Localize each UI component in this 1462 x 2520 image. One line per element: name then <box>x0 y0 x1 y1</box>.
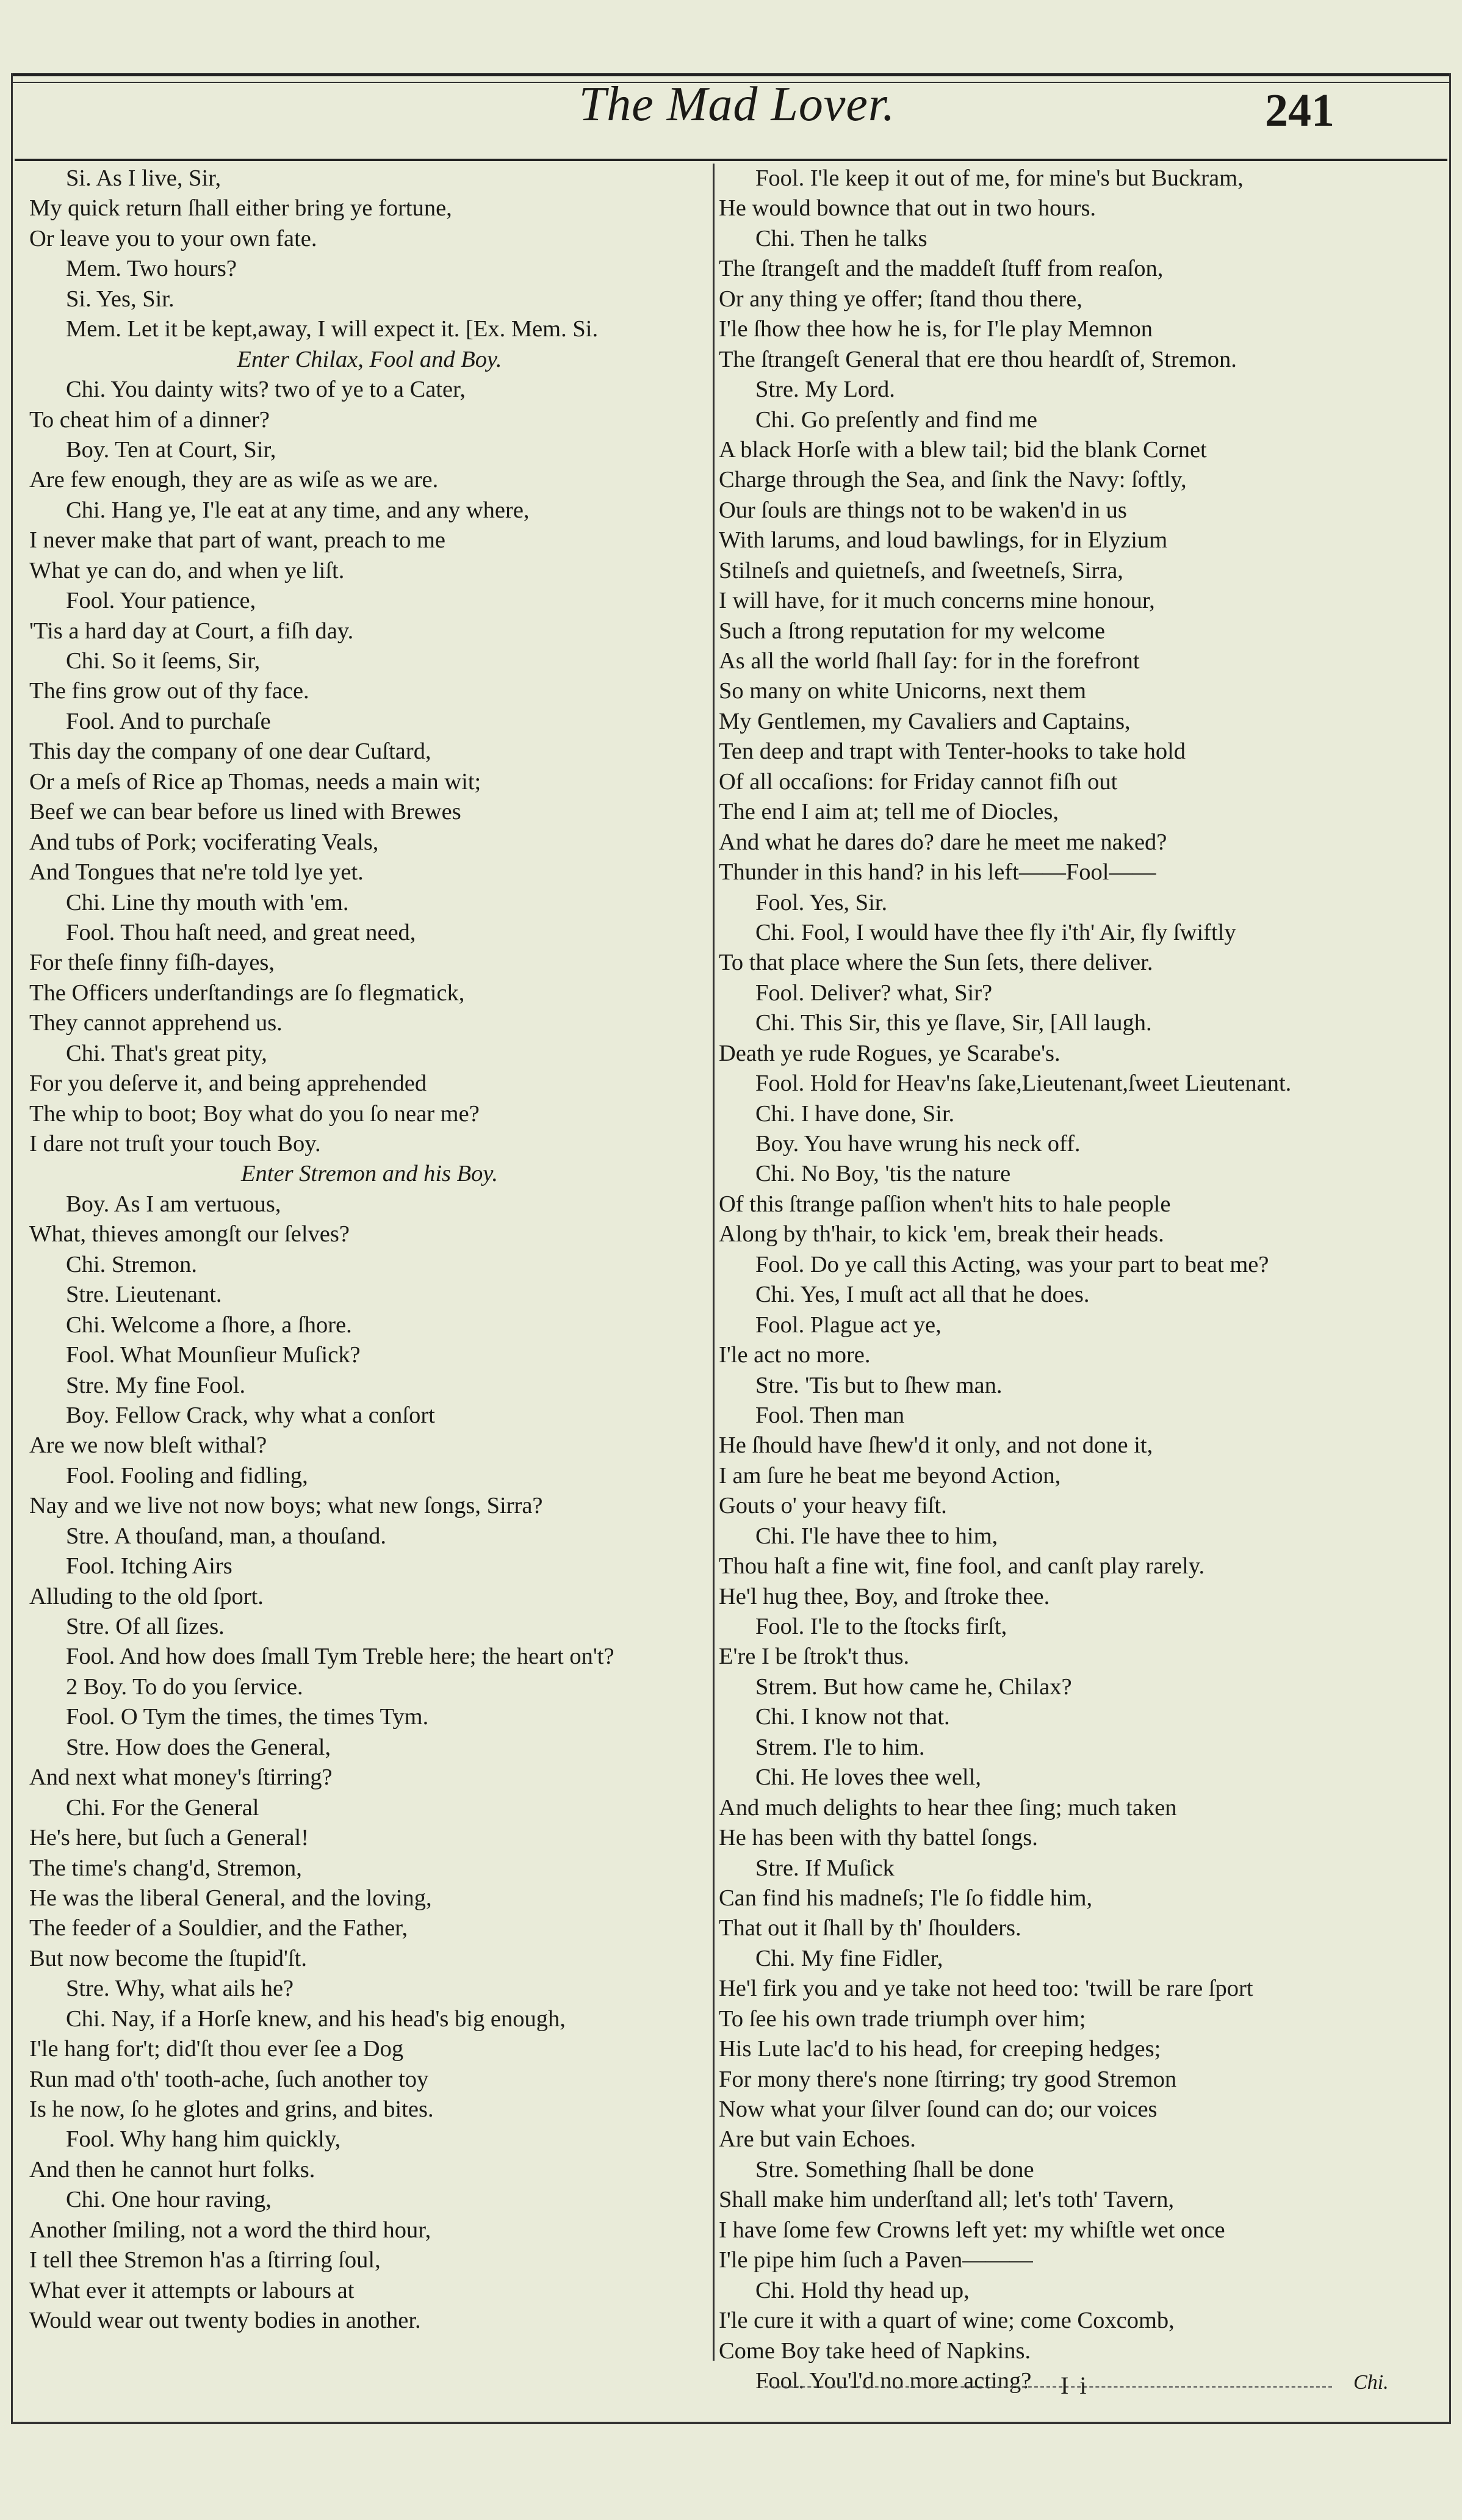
text-line: The Officers underſtandings are ſo flegmatick, <box>29 980 465 1006</box>
text-line: He has been with thy battel ſongs. <box>719 1825 1038 1851</box>
text-line: And next what money's ſtirring? <box>29 1764 333 1791</box>
text-line: To ſee his own trade triumph over him; <box>719 2006 1086 2032</box>
text-line: Chi. This Sir, this ye ſlave, Sir, [All laugh. <box>755 1010 1152 1036</box>
text-line: For mony there's none ſtirring; try good Stremon <box>719 2066 1177 2092</box>
text-line: My quick return ſhall either bring ye fortune, <box>29 195 452 222</box>
text-line: Death ye rude Rogues, ye Scarabe's. <box>719 1040 1060 1066</box>
text-line: Of this ſtrange paſſion when't hits to hale people <box>719 1191 1171 1217</box>
text-line: I never make that part of want, preach to me <box>29 527 446 554</box>
text-line: Si. Yes, Sir. <box>66 286 175 312</box>
text-line: Stilneſs and quietneſs, and ſweetneſs, Sirra, <box>719 557 1123 583</box>
text-line: Fool. Yes, Sir. <box>755 889 888 915</box>
text-line: Are we now bleſt withal? <box>29 1432 267 1459</box>
text-line: Chi. I know not that. <box>755 1704 950 1730</box>
text-line: Boy. Fellow Crack, why what a conſort <box>66 1402 435 1428</box>
text-line: Or a meſs of Rice ap Thomas, needs a main wit; <box>29 768 481 795</box>
text-line: Are but vain Echoes. <box>719 2126 916 2153</box>
text-line: This day the company of one dear Cuſtard, <box>29 738 431 765</box>
frame-bottom-rule <box>11 2422 1451 2424</box>
text-line: Chi. Hold thy head up, <box>755 2277 970 2303</box>
text-line: Fool. O Tym the times, the times Tym. <box>66 1704 429 1730</box>
text-line: That out it ſhall by th' ſhoulders. <box>719 1915 1021 1941</box>
text-line: Such a ſtrong reputation for my welcome <box>719 618 1105 644</box>
right-column <box>719 164 1451 2396</box>
text-line: Chi. Yes, I muſt act all that he does. <box>755 1282 1090 1308</box>
text-line: Fool. Do ye call this Acting, was your part to beat me? <box>755 1251 1269 1277</box>
text-line: I have ſome few Crowns left yet: my whiſtle wet once <box>719 2217 1225 2243</box>
text-line: Fool. Your patience, <box>66 588 256 614</box>
text-line: The ſtrangeſt and the maddeſt ſtuff from reaſon, <box>719 256 1164 282</box>
header-rule <box>15 159 1447 161</box>
text-line: Fool. You'l'd no more acting? <box>755 2367 1032 2394</box>
text-line: Stre. Lieutenant. <box>66 1282 222 1308</box>
text-line: He's here, but ſuch a General! <box>29 1825 309 1851</box>
text-line: I tell thee Stremon h'as a ſtirring ſoul, <box>29 2247 381 2273</box>
text-line: Fool. What Mounſieur Muſick? <box>66 1342 361 1368</box>
text-line: Or leave you to your own fate. <box>29 225 317 251</box>
page-number: 241 <box>1265 85 1334 136</box>
text-line: Chi. He loves thee well, <box>755 1764 981 1791</box>
text-line: Come Boy take heed of Napkins. <box>719 2338 1031 2364</box>
text-line: Mem. Two hours? <box>66 256 237 282</box>
text-line: Chi. I have done, Sir. <box>755 1100 955 1127</box>
text-line: Stre. Of all ſizes. <box>66 1614 225 1639</box>
text-line: The whip to boot; Boy what do you ſo near me? <box>29 1100 480 1127</box>
text-line: Mem. Let it be kept,away, I will expect it. [Ex. Mem. Si. <box>66 316 599 342</box>
running-title: The Mad Lover. <box>578 78 896 131</box>
text-line: What, thieves amongſt our ſelves? <box>29 1221 350 1247</box>
text-line: And much delights to hear thee ſing; much taken <box>719 1794 1177 1821</box>
text-line: The feeder of a Souldier, and the Father, <box>29 1915 408 1941</box>
text-line: Stre. How does the General, <box>66 1734 331 1760</box>
text-line: Fool. Why hang him quickly, <box>66 2126 341 2153</box>
text-line: Fool. I'le to the ſtocks firſt, <box>755 1614 1007 1639</box>
text-line: Ten deep and trapt with Tenter-hooks to take hold <box>719 738 1186 765</box>
text-line: For you deſerve it, and being apprehended <box>29 1070 427 1097</box>
text-line: Fool. And to purchaſe <box>66 708 271 734</box>
text-line: Stre. 'Tis but to ſhew man. <box>755 1372 1003 1398</box>
text-line: The end I aim at; tell me of Diocles, <box>719 799 1059 825</box>
text-line: Chi. Line thy mouth with 'em. <box>66 889 349 915</box>
text-line: Gouts o' your heavy fiſt. <box>719 1493 947 1519</box>
text-line: Chi. I'le have thee to him, <box>755 1523 998 1549</box>
text-line: Fool. I'le keep it out of me, for mine's but Buckram, <box>755 165 1244 191</box>
text-line: He ſhould have ſhew'd it only, and not done it, <box>719 1432 1153 1459</box>
text-line: Chi. No Boy, 'tis the nature <box>755 1161 1011 1187</box>
text-line: And then he cannot hurt folks. <box>29 2156 315 2182</box>
text-line: Would wear out twenty bodies in another. <box>29 2308 421 2334</box>
text-line: And what he dares do? dare he meet me naked? <box>719 829 1167 855</box>
text-line: Shall make him underſtand all; let's toth' Tavern, <box>719 2187 1175 2213</box>
text-line: Chi. My fine Fidler, <box>755 1945 943 1971</box>
text-line: What ever it attempts or labours at <box>29 2277 355 2303</box>
text-line: He would bownce that out in two hours. <box>719 195 1096 222</box>
text-line: I am ſure he beat me beyond Action, <box>719 1462 1061 1489</box>
text-line: Enter Stremon and his Boy. <box>241 1161 498 1187</box>
text-line: Stre. My Lord. <box>755 377 895 403</box>
text-line: Chi. Fool, I would have thee fly i'th' Air, fly ſwiftly <box>755 919 1236 945</box>
text-line: His Lute lac'd to his head, for creeping hedges; <box>719 2036 1161 2062</box>
text-line: I'le ſhow thee how he is, for I'le play Memnon <box>719 316 1153 342</box>
catchword: Chi. <box>1353 2371 1389 2394</box>
text-line: Chi. For the General <box>66 1794 259 1821</box>
frame-left-rule <box>11 73 13 2423</box>
text-line: I'le act no more. <box>719 1342 871 1368</box>
text-line: Chi. So it ſeems, Sir, <box>66 648 261 674</box>
text-line: I'le pipe him ſuch a Paven——— <box>719 2247 1033 2273</box>
text-line: Fool. Hold for Heav'ns ſake,Lieutenant,ſweet Lieutenant. <box>755 1070 1292 1097</box>
text-line: And tubs of Pork; vociferating Veals, <box>29 829 379 855</box>
text-line: 'Tis a hard day at Court, a fiſh day. <box>29 618 354 644</box>
text-line: What ye can do, and when ye liſt. <box>29 557 345 583</box>
text-line: Fool. Then man <box>755 1402 905 1428</box>
text-line: Thunder in this hand? in his left——Fool—— <box>719 859 1156 886</box>
text-line: The ſtrangeſt General that ere thou heardſt of, Stremon. <box>719 346 1237 372</box>
frame-top-rule <box>11 73 1451 76</box>
text-line: Now what your ſilver ſound can do; our voices <box>719 2096 1158 2122</box>
text-line: Stre. Why, what ails he? <box>66 1976 294 2002</box>
text-line: Stre. If Muſick <box>755 1855 895 1881</box>
text-line: Alluding to the old ſport. <box>29 1583 264 1609</box>
text-line: Chi. Stremon. <box>66 1251 197 1277</box>
text-line: Our ſouls are things not to be waken'd in us <box>719 497 1127 523</box>
text-line: He'l firk you and ye take not heed too: 'twill be rare ſport <box>719 1976 1253 2002</box>
text-line: Fool. Thou haſt need, and great need, <box>66 919 416 945</box>
text-line: Chi. You dainty wits? two of ye to a Cater, <box>66 377 466 403</box>
text-line: A black Horſe with a blew tail; bid the blank Cornet <box>719 436 1207 463</box>
column-divider <box>713 164 715 2361</box>
text-line: Beef we can bear before us lined with Brewes <box>29 799 461 825</box>
text-line: Nay and we live not now boys; what new ſongs, Sirra? <box>29 1493 543 1519</box>
text-line: Stre. Something ſhall be done <box>755 2156 1034 2182</box>
text-line: Strem. I'le to him. <box>755 1734 925 1760</box>
text-line: Chi. One hour raving, <box>66 2187 272 2213</box>
text-line: Are few enough, they are as wiſe as we are. <box>29 467 439 493</box>
text-line: Chi. Go preſently and find me <box>755 406 1037 433</box>
text-line: Chi. Then he talks <box>755 225 927 251</box>
text-line: He'l hug thee, Boy, and ſtroke thee. <box>719 1583 1050 1609</box>
text-line: 2 Boy. To do you ſervice. <box>66 1673 303 1700</box>
text-line: As all the world ſhall ſay: for in the forefront <box>719 648 1140 674</box>
text-line: They cannot apprehend us. <box>29 1010 283 1036</box>
text-line: Enter Chilax, Fool and Boy. <box>237 346 502 372</box>
text-line: Another ſmiling, not a word the third hour, <box>29 2217 431 2243</box>
text-line: Boy. You have wrung his neck off. <box>755 1131 1081 1157</box>
text-line: Run mad o'th' tooth-ache, ſuch another toy <box>29 2066 429 2092</box>
text-line: Stre. My fine Fool. <box>66 1372 246 1398</box>
text-line: To cheat him of a dinner? <box>29 406 270 433</box>
text-line: The time's chang'd, Stremon, <box>29 1855 302 1881</box>
text-line: With larums, and loud bawlings, for in Elyzium <box>719 527 1168 554</box>
text-line: Si. As I live, Sir, <box>66 165 221 191</box>
text-line: Chi. Nay, if a Horſe knew, and his head's big enough, <box>66 2006 566 2032</box>
text-line: So many on white Unicorns, next them <box>719 678 1087 704</box>
text-line: Charge through the Sea, and ſink the Navy: ſoftly, <box>719 467 1187 493</box>
text-line: Chi. That's great pity, <box>66 1040 267 1066</box>
signature-mark: I i <box>1060 2372 1089 2399</box>
text-line: I dare not truſt your touch Boy. <box>29 1131 321 1157</box>
text-line: For theſe finny fiſh-dayes, <box>29 950 275 976</box>
text-line: My Gentlemen, my Cavaliers and Captains, <box>719 708 1131 734</box>
text-line: Fool. Itching Airs <box>66 1553 232 1580</box>
text-line: Fool. Plague act ye, <box>755 1312 942 1338</box>
text-line: Chi. Welcome a ſhore, a ſhore. <box>66 1312 352 1338</box>
text-line: I'le hang for't; did'ſt thou ever ſee a Dog <box>29 2036 404 2062</box>
text-line: Fool. And how does ſmall Tym Treble here; the heart on't? <box>66 1644 614 1670</box>
text-line: Strem. But how came he, Chilax? <box>755 1673 1072 1700</box>
text-line: He was the liberal General, and the loving, <box>29 1885 432 1911</box>
text-line: Fool. Deliver? what, Sir? <box>755 980 993 1006</box>
text-line: Stre. A thouſand, man, a thouſand. <box>66 1523 387 1549</box>
page <box>11 73 1451 2423</box>
text-line: Of all occaſions: for Friday cannot fiſh out <box>719 768 1118 795</box>
text-line: Fool. Fooling and fidling, <box>66 1462 308 1489</box>
text-line: The fins grow out of thy face. <box>29 678 309 704</box>
text-line: And Tongues that ne're told lye yet. <box>29 859 364 886</box>
text-line: E're I be ſtrok't thus. <box>719 1644 910 1670</box>
text-line: Is he now, ſo he glotes and grins, and bites. <box>29 2096 434 2122</box>
text-line: Along by th'hair, to kick 'em, break their heads. <box>719 1221 1164 1247</box>
left-column <box>29 164 710 2336</box>
text-line: Or any thing ye offer; ſtand thou there, <box>719 286 1082 312</box>
text-line: But now become the ſtupid'ſt. <box>29 1945 307 1971</box>
text-line: Can find his madneſs; I'le ſo fiddle him, <box>719 1885 1093 1911</box>
text-line: Boy. As I am vertuous, <box>66 1191 281 1217</box>
text-line: I will have, for it much concerns mine honour, <box>719 588 1155 614</box>
text-line: Boy. Ten at Court, Sir, <box>66 436 276 463</box>
text-line: Thou haſt a fine wit, fine fool, and canſt play rarely. <box>719 1553 1205 1580</box>
footer-rule <box>765 2386 1332 2388</box>
text-line: To that place where the Sun ſets, there deliver. <box>719 950 1153 976</box>
text-line: Chi. Hang ye, I'le eat at any time, and any where, <box>66 497 530 523</box>
text-line: I'le cure it with a quart of wine; come Coxcomb, <box>719 2308 1175 2334</box>
